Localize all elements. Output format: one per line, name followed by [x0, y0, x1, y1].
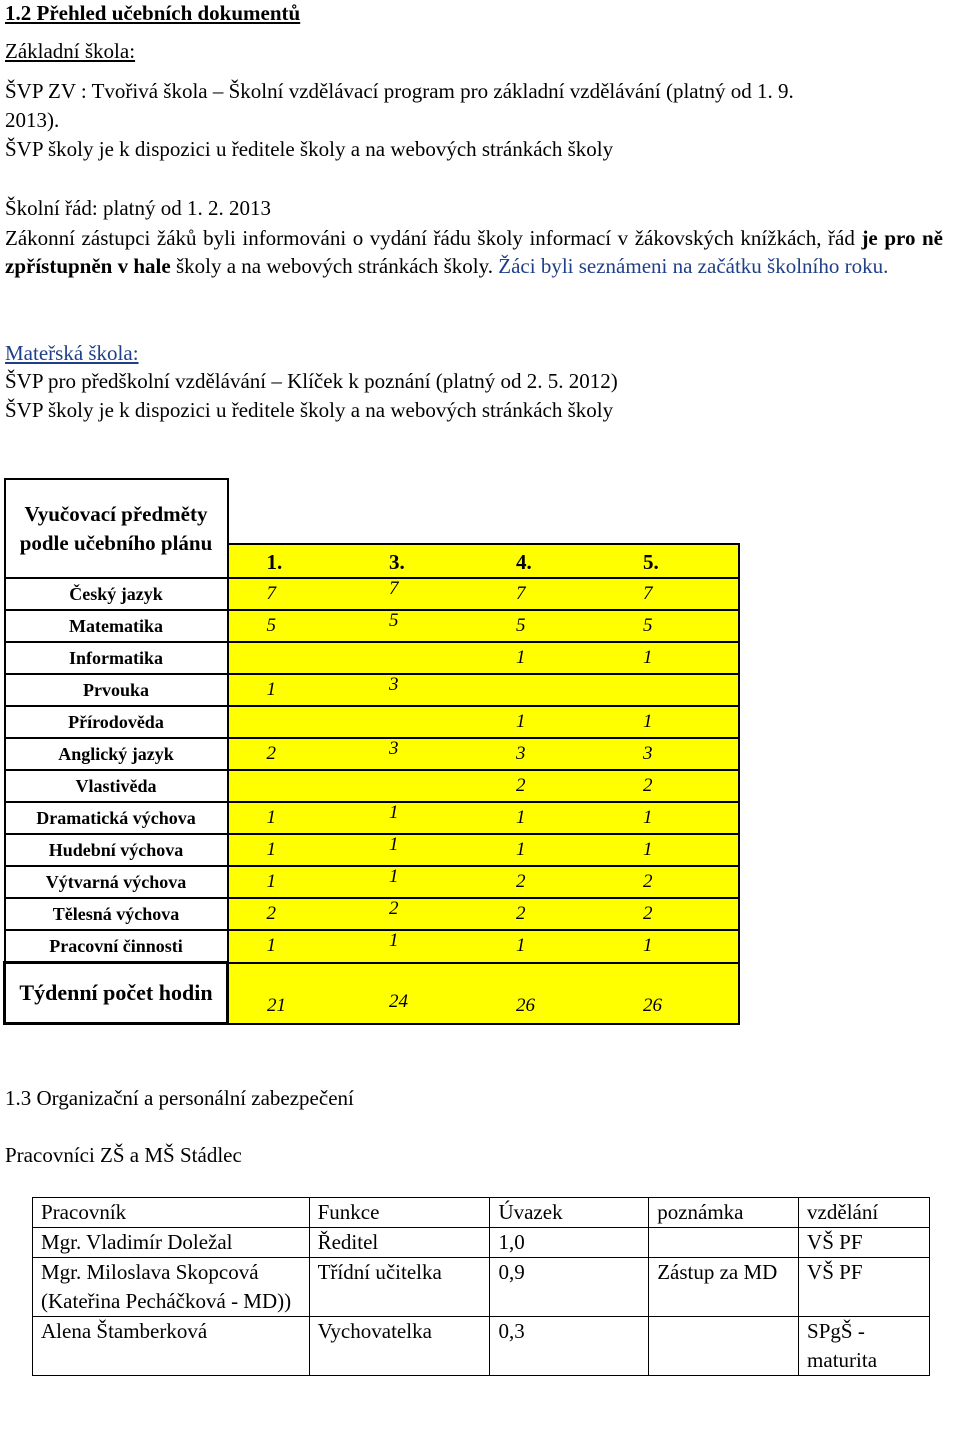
total-value: 24 [362, 963, 484, 1024]
hours-value: 3 [389, 674, 399, 695]
hours-cell [228, 706, 363, 738]
hours-value: 1 [266, 935, 276, 957]
subject-name: Pracovní činnosti [5, 930, 228, 963]
hours-cell [484, 674, 611, 706]
hours-cell [611, 610, 739, 642]
ms-title: Mateřská škola: [5, 341, 139, 365]
hours-cell [228, 610, 363, 642]
subject-row [5, 642, 740, 674]
hours-cell [611, 930, 739, 963]
hours-cell [484, 770, 611, 802]
grade-header: 5. [611, 544, 739, 578]
zs-svp-line1: ŠVP ZV : Tvořivá škola – Školní vzdělávací program pro základní vzdělávání (platný od 1. 9. [5, 79, 794, 103]
staff-row [33, 1317, 930, 1376]
subject-row [5, 834, 740, 866]
hours-cell [611, 578, 739, 610]
hours-cell [228, 930, 363, 963]
subject-row [5, 674, 740, 706]
staff-cell: Zástup za MD [649, 1258, 799, 1317]
staff-cell [649, 1228, 799, 1258]
hours-cell [228, 802, 363, 834]
hours-value: 7 [389, 578, 399, 599]
staff-header-cell: Funkce [309, 1198, 490, 1228]
hours-value: 1 [266, 839, 276, 860]
hours-value: 5 [516, 615, 526, 636]
hours-cell [362, 706, 484, 738]
subject-row [5, 770, 740, 802]
subject-name: Tělesná výchova [5, 898, 228, 930]
staff-cell: 0,9 [490, 1258, 649, 1317]
ms-svp-available: ŠVP školy je k dispozici u ředitele školy a na webových stránkách školy [5, 398, 614, 422]
staff-cell: Vychovatelka [309, 1317, 490, 1376]
staff-cell: VŠ PF [799, 1228, 930, 1258]
hours-cell [484, 610, 611, 642]
hours-cell [362, 674, 484, 706]
subject-name: Hudební výchova [5, 834, 228, 866]
subject-name: Výtvarná výchova [5, 866, 228, 898]
rules-text-2: školy a na webových stránkách školy. [170, 254, 499, 278]
subject-row [5, 610, 740, 642]
hours-cell [484, 898, 611, 930]
hours-cell [484, 834, 611, 866]
hours-value: 1 [516, 807, 526, 828]
rules-text-1: Zákonní zástupci žáků byli informováni o vydání řádu školy informací v žákovských knížkách, řád [5, 226, 862, 250]
header-spacer [228, 479, 740, 544]
hours-cell [484, 738, 611, 770]
staff-cell [649, 1317, 799, 1376]
hours-value: 3 [516, 743, 526, 764]
hours-value: 1 [389, 834, 399, 855]
hours-value: 1 [643, 711, 653, 732]
hours-cell [611, 706, 739, 738]
staff-subheading: Pracovníci ZŠ a MŠ Stádlec [5, 1143, 242, 1167]
hours-value: 7 [266, 583, 276, 604]
hours-cell [484, 578, 611, 610]
total-value: 26 [484, 963, 611, 1024]
hours-cell [611, 866, 739, 898]
staff-header-cell: Pracovník [33, 1198, 310, 1228]
hours-value: 1 [266, 807, 276, 828]
hours-value: 2 [516, 775, 526, 796]
hours-cell [611, 674, 739, 706]
hours-value: 2 [643, 871, 653, 892]
hours-cell [228, 866, 363, 898]
hours-value: 1 [266, 871, 276, 892]
staff-header-cell: Úvazek [490, 1198, 649, 1228]
hours-cell [362, 642, 484, 674]
subject-row [5, 930, 740, 963]
staff-row [33, 1258, 930, 1317]
subject-row [5, 578, 740, 610]
total-value: 21 [228, 963, 363, 1024]
subject-row [5, 898, 740, 930]
hours-cell [611, 738, 739, 770]
hours-value: 1 [516, 839, 526, 860]
hours-value: 7 [516, 583, 526, 604]
staff-header-cell: vzdělání [799, 1198, 930, 1228]
grade-header: 3. [362, 544, 484, 578]
subject-name: Anglický jazyk [5, 738, 228, 770]
hours-cell [362, 866, 484, 898]
hours-cell [484, 930, 611, 963]
subjects-table [3, 478, 740, 1025]
hours-cell [228, 738, 363, 770]
staff-row [33, 1228, 930, 1258]
hours-cell [611, 802, 739, 834]
hours-cell [362, 930, 484, 963]
hours-value: 1 [643, 807, 653, 828]
hours-value: 5 [389, 610, 399, 631]
zs-title: Základní škola: [5, 39, 136, 63]
hours-cell [228, 642, 363, 674]
hours-value: 2 [266, 903, 276, 924]
total-label: Týdenní počet hodin [5, 963, 228, 1024]
subject-row [5, 706, 740, 738]
hours-value: 2 [266, 743, 276, 764]
staff-cell: 1,0 [490, 1228, 649, 1258]
rules-text-students: Žáci byli seznámeni na začátku školního roku. [498, 254, 889, 278]
hours-value: 1 [643, 647, 653, 668]
hours-cell [228, 898, 363, 930]
section-13-heading: 1.3 Organizační a personální zabezpečení [5, 1086, 354, 1110]
zs-svp-line2: 2013). [5, 108, 60, 132]
subject-name: Český jazyk [5, 578, 228, 610]
section-heading: 1.2 Přehled učebních dokumentů [5, 1, 301, 25]
hours-cell [484, 802, 611, 834]
hours-cell [484, 642, 611, 674]
total-value: 26 [611, 963, 739, 1024]
hours-cell [611, 834, 739, 866]
staff-cell: Ředitel [309, 1228, 490, 1258]
subject-name: Matematika [5, 610, 228, 642]
ms-svp: ŠVP pro předškolní vzdělávání – Klíček k poznání (platný od 2. 5. 2012) [5, 369, 618, 393]
hours-value: 1 [516, 647, 526, 668]
subject-name: Vlastivěda [5, 770, 228, 802]
subjects-header-label: Vyučovací předměty podle učebního plánu [5, 479, 228, 578]
staff-header-row [33, 1198, 930, 1228]
hours-cell [228, 770, 363, 802]
hours-cell [362, 834, 484, 866]
zs-svp-available: ŠVP školy je k dispozici u ředitele školy a na webových stránkách školy [5, 137, 614, 161]
subject-name: Prvouka [5, 674, 228, 706]
hours-cell [228, 674, 363, 706]
hours-value: 7 [643, 583, 653, 604]
hours-cell [362, 770, 484, 802]
hours-value: 1 [516, 711, 526, 732]
hours-value: 1 [643, 839, 653, 860]
subject-row [5, 738, 740, 770]
hours-cell [611, 898, 739, 930]
hours-value: 3 [389, 738, 399, 759]
hours-cell [611, 642, 739, 674]
hours-cell [484, 866, 611, 898]
staff-header-cell: poznámka [649, 1198, 799, 1228]
subject-name: Přírodověda [5, 706, 228, 738]
rules-text-bold: je pro ně zpřístupněn v hale [5, 226, 944, 278]
hours-value: 5 [266, 615, 276, 636]
staff-cell: SPgŠ - maturita [799, 1317, 930, 1376]
staff-cell: Mgr. Miloslava Skopcová (Kateřina Pecháčková - MD)) [33, 1258, 310, 1317]
hours-value: 1 [389, 802, 399, 823]
grade-header: 1. [228, 544, 363, 578]
hours-cell [362, 802, 484, 834]
hours-cell [362, 898, 484, 930]
grade-header: 4. [484, 544, 611, 578]
hours-cell [362, 610, 484, 642]
hours-value: 3 [643, 743, 653, 764]
hours-cell [228, 834, 363, 866]
hours-cell [228, 578, 363, 610]
hours-value: 2 [516, 871, 526, 892]
hours-value: 2 [643, 775, 653, 796]
hours-value: 2 [389, 898, 399, 919]
hours-cell [484, 706, 611, 738]
staff-table [32, 1197, 930, 1376]
staff-cell: 0,3 [490, 1317, 649, 1376]
hours-cell [611, 770, 739, 802]
staff-cell: Mgr. Vladimír Doležal [33, 1228, 310, 1258]
staff-cell: Třídní učitelka [309, 1258, 490, 1317]
hours-cell [362, 738, 484, 770]
hours-value: 2 [643, 903, 653, 924]
hours-cell [362, 578, 484, 610]
school-rules-title: Školní řád: platný od 1. 2. 2013 [5, 196, 271, 220]
hours-value: 2 [516, 903, 526, 924]
school-rules-paragraph [5, 224, 943, 280]
subject-name: Informatika [5, 642, 228, 674]
hours-value: 1 [389, 866, 399, 887]
hours-value: 5 [643, 615, 653, 636]
staff-cell: Alena Štamberková [33, 1317, 310, 1376]
hours-value: 1 [516, 935, 526, 957]
staff-cell: VŠ PF [799, 1258, 930, 1317]
subject-row [5, 866, 740, 898]
hours-value: 1 [389, 930, 399, 952]
subject-row [5, 802, 740, 834]
hours-value: 1 [643, 935, 653, 957]
subject-name: Dramatická výchova [5, 802, 228, 834]
hours-value: 1 [266, 679, 276, 700]
